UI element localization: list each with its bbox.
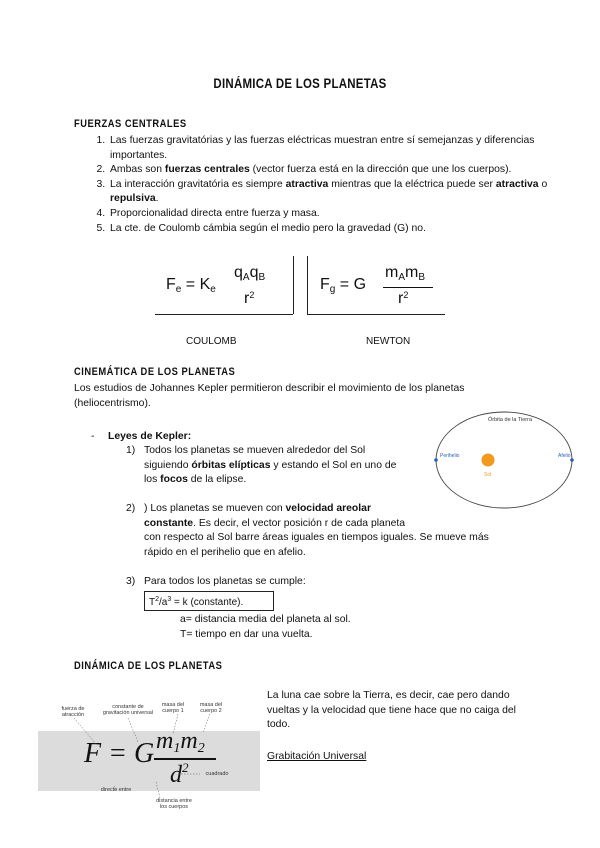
page-title: DINÁMICA DE LOS PLANETAS — [213, 76, 387, 91]
law2-number: 2) — [126, 503, 136, 514]
a-definition: a= distancia media del planeta al sol. — [180, 614, 351, 625]
gravitation-numerator: m1m2 — [156, 728, 205, 756]
gravitation-link[interactable]: Grabitación Universal — [267, 751, 367, 762]
newton-denominator: $r^2$ — [398, 290, 409, 307]
newton-fraction-bar — [383, 287, 433, 288]
coulomb-formula: $F_e = K_e$ — [166, 276, 216, 295]
formula-underline-right — [307, 314, 445, 315]
newton-label: NEWTON — [366, 336, 411, 347]
list-item: 4. Proporcionalidad directa entre fuerza y masa. — [108, 207, 568, 222]
t-definition: T= tiempo en dar una vuelta. — [180, 629, 313, 640]
newton-numerator: $m_Am_B$ — [385, 264, 425, 283]
label-masa1: masa del cuerpo 1 — [161, 702, 185, 714]
kepler-intro: Los estudios de Johannes Kepler permitieron describir el movimiento de los planetas (heliocentrismo). — [74, 383, 465, 409]
perihelion-label: Perihelio — [440, 453, 460, 459]
orbit-ellipse — [436, 412, 572, 508]
law3-text: Para todos los planetas se cumple: — [144, 576, 306, 587]
newton-formula: $F_g = G$ — [320, 276, 367, 295]
annotation-leader-lines — [38, 700, 260, 810]
perihelion-point — [434, 458, 438, 462]
orbit-title: Órbita de la Tierra — [488, 417, 533, 423]
law3-number: 3) — [126, 576, 136, 587]
bullet-dash: - — [91, 431, 95, 442]
label-masa2: masa del cuerpo 2 — [199, 702, 223, 714]
list-item: 3. La interacción gravitatória es siempre atractiva mientras que la eléctrica puede ser atractiva o repulsiva. — [108, 178, 568, 207]
label-directo: directo entre — [100, 787, 132, 793]
sun-icon — [482, 454, 495, 467]
central-forces-list — [70, 134, 568, 236]
coulomb-label: COULOMB — [186, 336, 237, 347]
section-heading-fuerzas: FUERZAS CENTRALES — [74, 118, 187, 130]
label-constante: constante de gravitación universal — [102, 704, 154, 716]
sun-label: Sol — [484, 472, 492, 478]
formula-underline-left — [155, 314, 293, 315]
earth-orbit-diagram — [432, 408, 582, 516]
list-item: 1. Las fuerzas gravitatórias y las fuerzas eléctricas muestran entre sí semejanzas y diferencias importantes. — [108, 134, 568, 163]
formula-divider-left — [293, 256, 294, 314]
law1-number: 1) — [126, 445, 136, 456]
aphelion-label: Afelio — [558, 453, 571, 459]
gravitation-equation-left: F = G — [84, 738, 155, 769]
law1-text: Todos los planetas se mueven alrededor del Sol siguiendo órbitas elípticas y estando el Sol en uno de los focos de la elipse. — [144, 445, 397, 485]
label-fuerza: fuerza de atracción — [61, 706, 85, 718]
label-cuadrado: cuadrado — [205, 771, 229, 777]
section-heading-dinamica: DINÁMICA DE LOS PLANETAS — [74, 660, 223, 672]
section-heading-cinematica: CINEMÁTICA DE LOS PLANETAS — [74, 366, 236, 378]
label-distancia: distancia entre los cuerpos — [156, 798, 192, 810]
list-item: 2. Ambas son fuerzas centrales (vector fuerza está en la dirección que une los cuerpos). — [108, 163, 568, 178]
moon-text: La luna cae sobre la Tierra, es decir, cae pero dando vueltas y la velocidad que tiene hace que no caiga del todo. — [267, 690, 516, 730]
gravitation-denominator: $d^2$ — [170, 760, 189, 788]
coulomb-denominator: $r^2$ — [244, 290, 255, 307]
law2-text: ) Los planetas se mueven con velocidad areolar constante. Es decir, el vector posición r de cada planeta con respecto al Sol barre áreas iguales en tiempos iguales. Se mueve más rápido en el perihelio que en afelio. — [144, 503, 489, 558]
list-item: 5. La cte. de Coulomb cámbia según el medio pero la gravedad (G) no. — [108, 222, 568, 237]
aphelion-point — [570, 458, 574, 462]
formula-divider-right — [307, 256, 308, 314]
coulomb-numerator: $q_Aq_B$ — [234, 264, 266, 283]
kepler-laws-title: Leyes de Kepler: — [108, 431, 192, 442]
kepler-third-law-formula: $T^2/a^3 = k$ (constante). — [149, 596, 244, 608]
